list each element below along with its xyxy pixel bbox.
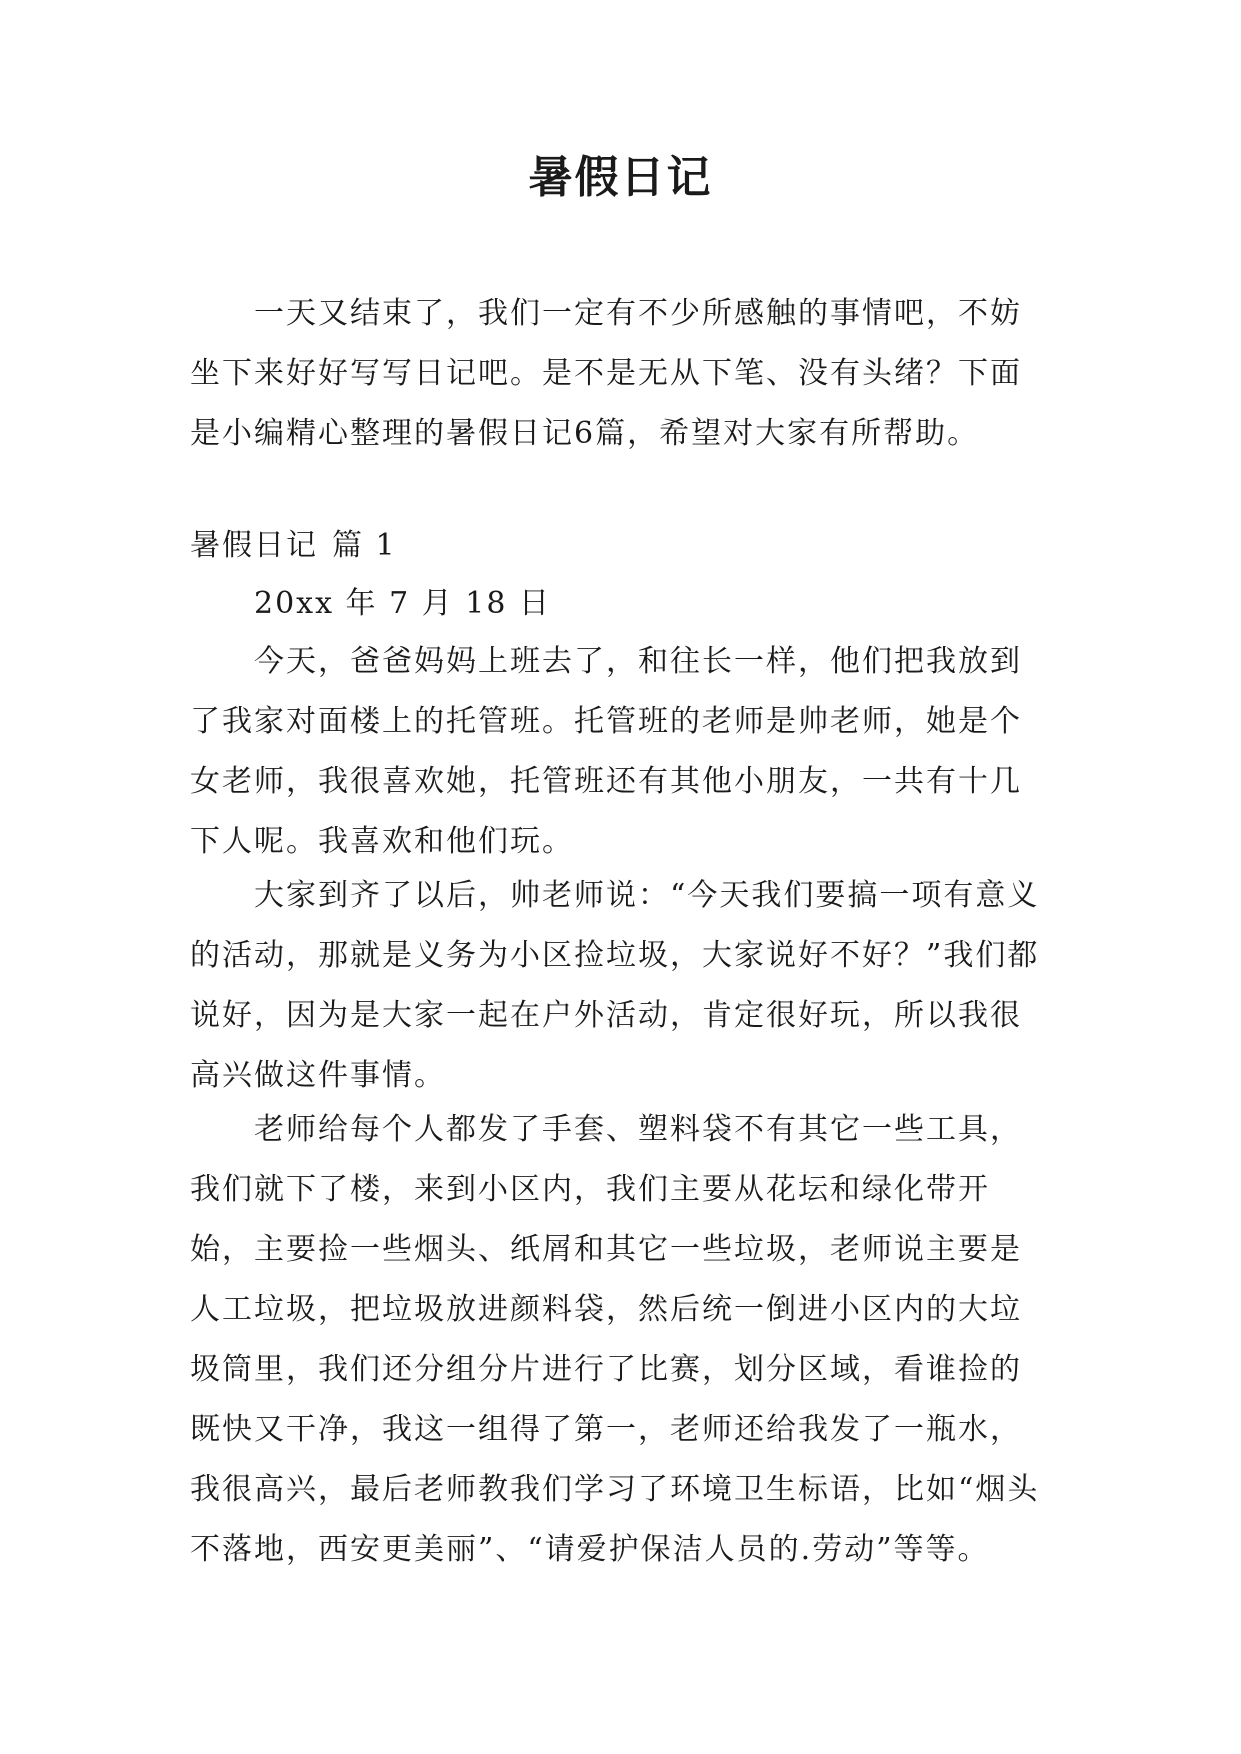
section-heading-title: 暑假日记 <box>190 528 318 563</box>
section-heading-number: 篇 1 <box>332 528 397 563</box>
diary-date: 20xx 年 7 月 18 日 <box>254 586 551 621</box>
diary-paragraph: 老师给每个人都发了手套、塑料袋不有其它一些工具，我们就下了楼，来到小区内，我们主要从花坛和绿化带开始，主要捡一些烟头、纸屑和其它一些垃圾，老师说主要是人工垃圾，把垃圾放进颜料袋，然后统一倒进小区内的大垃圾筒里，我们还分组分片进行了比赛，划分区域，看谁捡的既快又干净，我这一组得了第一，老师还给我发了一瓶水，我很高兴，最后老师教我们学习了环境卫生标语，比如“烟头不落地，西安更美丽”、“请爱护保洁人员的.劳动”等等。 <box>190 1112 1040 1567</box>
diary-paragraph: 大家到齐了以后，帅老师说：“今天我们要搞一项有意义的活动，那就是义务为小区捡垃圾，大家说好不好？”我们都说好，因为是大家一起在户外活动，肯定很好玩，所以我很高兴做这件事情。 <box>190 878 1040 1093</box>
section-heading <box>190 516 1052 576</box>
intro-paragraph: 一天又结束了，我们一定有不少所感触的事情吧，不妨坐下来好好写写日记吧。是不是无从下笔、没有头绪？下面是小编精心整理的暑假日记6篇，希望对大家有所帮助。 <box>190 296 1022 451</box>
diary-paragraph: 今天，爸爸妈妈上班去了，和往长一样，他们把我放到了我家对面楼上的托管班。托管班的老师是帅老师，她是个女老师，我很喜欢她，托管班还有其他小朋友，一共有十几下人呢。我喜欢和他们玩。 <box>190 644 1022 859</box>
document-title: 暑假日记 <box>528 152 713 203</box>
